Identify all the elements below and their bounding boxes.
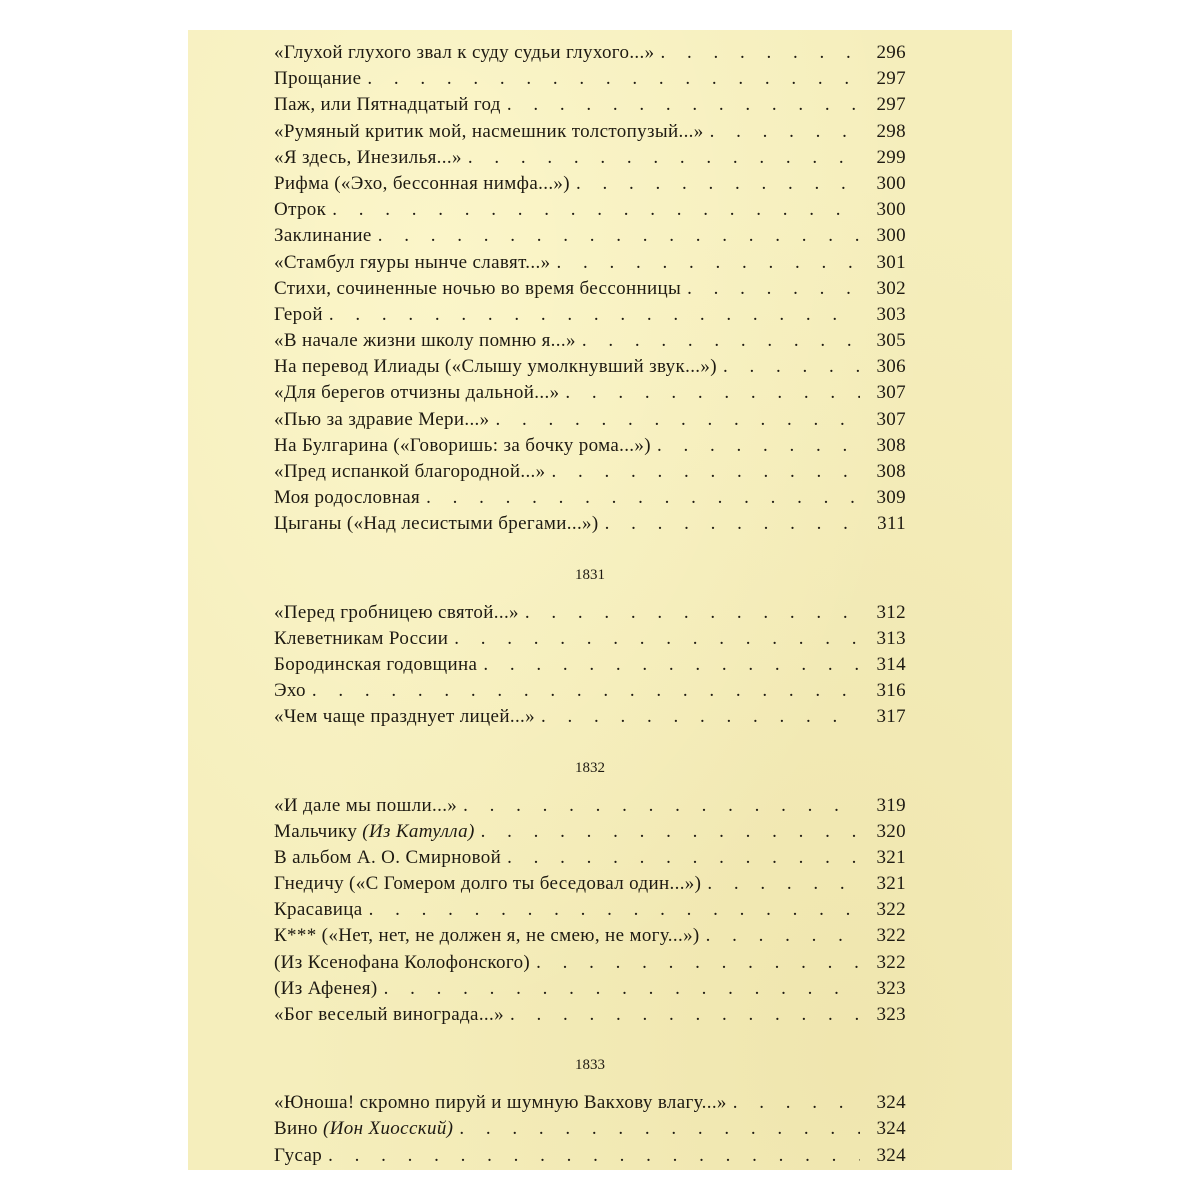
entry-title: «И дале мы пошли...» — [274, 794, 458, 816]
dot-leader — [582, 328, 860, 354]
toc-entry — [274, 250, 906, 276]
dot-leader — [369, 897, 860, 923]
entry-title: На перевод Илиады («Слышу умолкнувший звук...») — [274, 356, 717, 378]
page-number: 297 — [876, 68, 906, 90]
dot-leader — [459, 1116, 860, 1142]
dot-leader — [507, 845, 860, 871]
dot-leader — [378, 223, 860, 249]
dot-leader — [710, 119, 860, 145]
toc-entry — [274, 704, 906, 730]
page-number: 305 — [876, 330, 906, 352]
toc-entry — [274, 845, 906, 871]
entry-title: Эхо — [274, 680, 306, 702]
page-number: 298 — [876, 120, 906, 142]
dot-leader — [468, 145, 860, 171]
toc-entry — [274, 119, 906, 145]
toc-entry — [274, 302, 906, 328]
page-number: 324 — [876, 1144, 906, 1166]
page-number: 296 — [876, 42, 906, 63]
entry-title: В альбом А. О. Смирновой — [274, 846, 502, 868]
dot-leader — [605, 511, 860, 537]
toc-entry — [274, 1090, 906, 1116]
page-number: 299 — [876, 146, 906, 168]
page-number: 309 — [876, 487, 906, 509]
page-number: 313 — [876, 627, 906, 649]
entry-title: Бородинская годовщина — [274, 653, 478, 675]
toc-entry — [274, 819, 906, 845]
entry-title: «Глухой глухого звал к суду судьи глухого...» — [274, 42, 655, 63]
entry-title: «Я здесь, Инезилья...» — [274, 146, 462, 168]
toc-entry — [274, 678, 906, 704]
toc-entry — [274, 66, 906, 92]
toc-entry — [274, 197, 906, 223]
entry-title: «Чем чаще празднует лицей...» — [274, 706, 536, 728]
page-number: 311 — [877, 513, 906, 535]
page-number: 322 — [876, 899, 906, 921]
entry-title: Рифма («Эхо, бессонная нимфа...») — [274, 172, 570, 194]
year-heading: 1833 — [575, 1057, 605, 1074]
toc-entry — [274, 976, 906, 1002]
entry-subtitle: (Из Катулла) — [362, 820, 475, 842]
page-number: 300 — [876, 172, 906, 194]
toc-entry — [274, 897, 906, 923]
entry-title: Моя родословная — [274, 487, 421, 509]
dot-leader — [707, 871, 860, 897]
dot-leader — [426, 485, 860, 511]
entry-title: Цыганы («Над лесистыми брегами...») — [274, 513, 599, 535]
entry-title: «Стамбул гяуры нынче славят...» — [274, 251, 551, 273]
dot-leader — [556, 250, 860, 276]
entry-title: Паж, или Пятнадцатый год — [274, 94, 501, 116]
entry-title: На Булгарина («Говоришь: за бочку рома...») — [274, 434, 651, 456]
entry-title: Красавица — [274, 899, 363, 921]
page-number: 308 — [876, 434, 906, 456]
toc-entry — [274, 92, 906, 118]
toc-entry — [274, 171, 906, 197]
dot-leader — [332, 197, 860, 223]
entry-title: «Бог веселый винограда...» — [274, 1004, 504, 1025]
dot-leader — [510, 1002, 860, 1028]
toc-entry — [274, 1002, 906, 1028]
page-number: 324 — [876, 1092, 906, 1114]
entry-title: Герой — [274, 303, 323, 325]
toc-entry — [274, 793, 906, 819]
entry-title: (Из Ксенофана Колофонского) — [274, 951, 531, 973]
page-number: 323 — [876, 977, 906, 999]
page-number: 301 — [876, 251, 906, 273]
dot-leader — [454, 626, 860, 652]
toc-entry — [274, 433, 906, 459]
book-page — [188, 30, 1012, 1170]
dot-leader — [329, 302, 860, 328]
page-number: 319 — [876, 794, 906, 816]
toc-entry — [274, 354, 906, 380]
toc-entry — [274, 40, 906, 66]
toc-entry — [274, 600, 906, 626]
dot-leader — [507, 92, 860, 118]
page-number: 307 — [876, 408, 906, 430]
page-number: 321 — [876, 873, 906, 895]
page-number: 320 — [876, 820, 906, 842]
toc-entry — [274, 950, 906, 976]
dot-leader — [552, 459, 860, 485]
page-number: 297 — [876, 94, 906, 116]
year-heading: 1831 — [575, 566, 605, 583]
toc-entry — [274, 223, 906, 249]
toc-entry — [274, 459, 906, 485]
dot-leader — [463, 793, 860, 819]
entry-title: Гусар — [274, 1144, 323, 1166]
toc-entry — [274, 328, 906, 354]
dot-leader — [483, 652, 860, 678]
dot-leader — [657, 433, 860, 459]
page-number: 300 — [876, 199, 906, 221]
entry-title: К*** («Нет, нет, не должен я, не смею, не могу...») — [274, 925, 700, 947]
page-number: 312 — [876, 601, 906, 623]
entry-title: (Из Афенея) — [274, 977, 378, 999]
toc-entry — [274, 923, 906, 949]
toc-entry — [274, 626, 906, 652]
dot-leader — [687, 276, 860, 302]
page-number: 316 — [876, 680, 906, 702]
dot-leader — [576, 171, 860, 197]
page-number: 302 — [876, 277, 906, 299]
entry-title: «Перед гробницею святой...» — [274, 601, 519, 623]
toc-entry — [274, 380, 906, 406]
toc-entry — [274, 652, 906, 678]
entry-title: Стихи, сочиненные ночью во время бессонницы — [274, 277, 682, 299]
toc-entry — [274, 1143, 906, 1169]
page-number: 323 — [876, 1004, 906, 1025]
entry-title: «Румяный критик мой, насмешник толстопузый...» — [274, 120, 704, 142]
page-number: 303 — [876, 303, 906, 325]
toc-entry — [274, 871, 906, 897]
dot-leader — [565, 380, 860, 406]
entry-title: «Пью за здравие Мери...» — [274, 408, 490, 430]
toc-entry — [274, 1116, 906, 1142]
entry-title: «Для берегов отчизны дальной...» — [274, 382, 560, 404]
page-number: 307 — [876, 382, 906, 404]
dot-leader — [312, 678, 860, 704]
dot-leader — [660, 40, 860, 66]
entry-title: «В начале жизни школу помню я...» — [274, 330, 576, 352]
toc-entry — [274, 407, 906, 433]
dot-leader — [496, 407, 861, 433]
entry-title: «Пред испанкой благородной...» — [274, 461, 546, 482]
dot-leader — [328, 1143, 860, 1169]
entry-title: Отрок — [274, 199, 327, 221]
year-heading: 1832 — [575, 759, 605, 776]
dot-leader — [733, 1090, 860, 1116]
page-number: 324 — [876, 1118, 906, 1140]
entry-title: Заклинание — [274, 225, 372, 247]
page-number: 317 — [876, 706, 906, 728]
entry-title: Гнедичу («С Гомером долго ты беседовал один...») — [274, 873, 702, 895]
page-number: 322 — [876, 925, 906, 947]
table-of-contents — [274, 40, 906, 1169]
toc-entry — [274, 276, 906, 302]
page-number: 322 — [876, 951, 906, 973]
dot-leader — [706, 923, 860, 949]
entry-title: «Юноша! скромно пируй и шумную Вакхову влагу...» — [274, 1092, 727, 1114]
page-number: 314 — [876, 653, 906, 675]
entry-title: Клеветникам России — [274, 627, 449, 649]
entry-subtitle: (Ион Хиосский) — [323, 1118, 454, 1140]
dot-leader — [723, 354, 860, 380]
dot-leader — [481, 819, 860, 845]
dot-leader — [367, 66, 860, 92]
dot-leader — [541, 704, 860, 730]
page-number: 321 — [876, 846, 906, 868]
page-number: 300 — [876, 225, 906, 247]
page-number: 306 — [876, 356, 906, 378]
entry-title: Вино (Ион Хиосский) — [274, 1118, 454, 1140]
toc-entry — [274, 145, 906, 171]
page-number: 308 — [876, 461, 906, 482]
dot-leader — [525, 600, 860, 626]
dot-leader — [536, 950, 860, 976]
toc-entry — [274, 485, 906, 511]
toc-entry — [274, 511, 906, 537]
entry-title: Прощание — [274, 68, 362, 90]
entry-title: Мальчику (Из Катулла) — [274, 820, 475, 842]
dot-leader — [384, 976, 860, 1002]
